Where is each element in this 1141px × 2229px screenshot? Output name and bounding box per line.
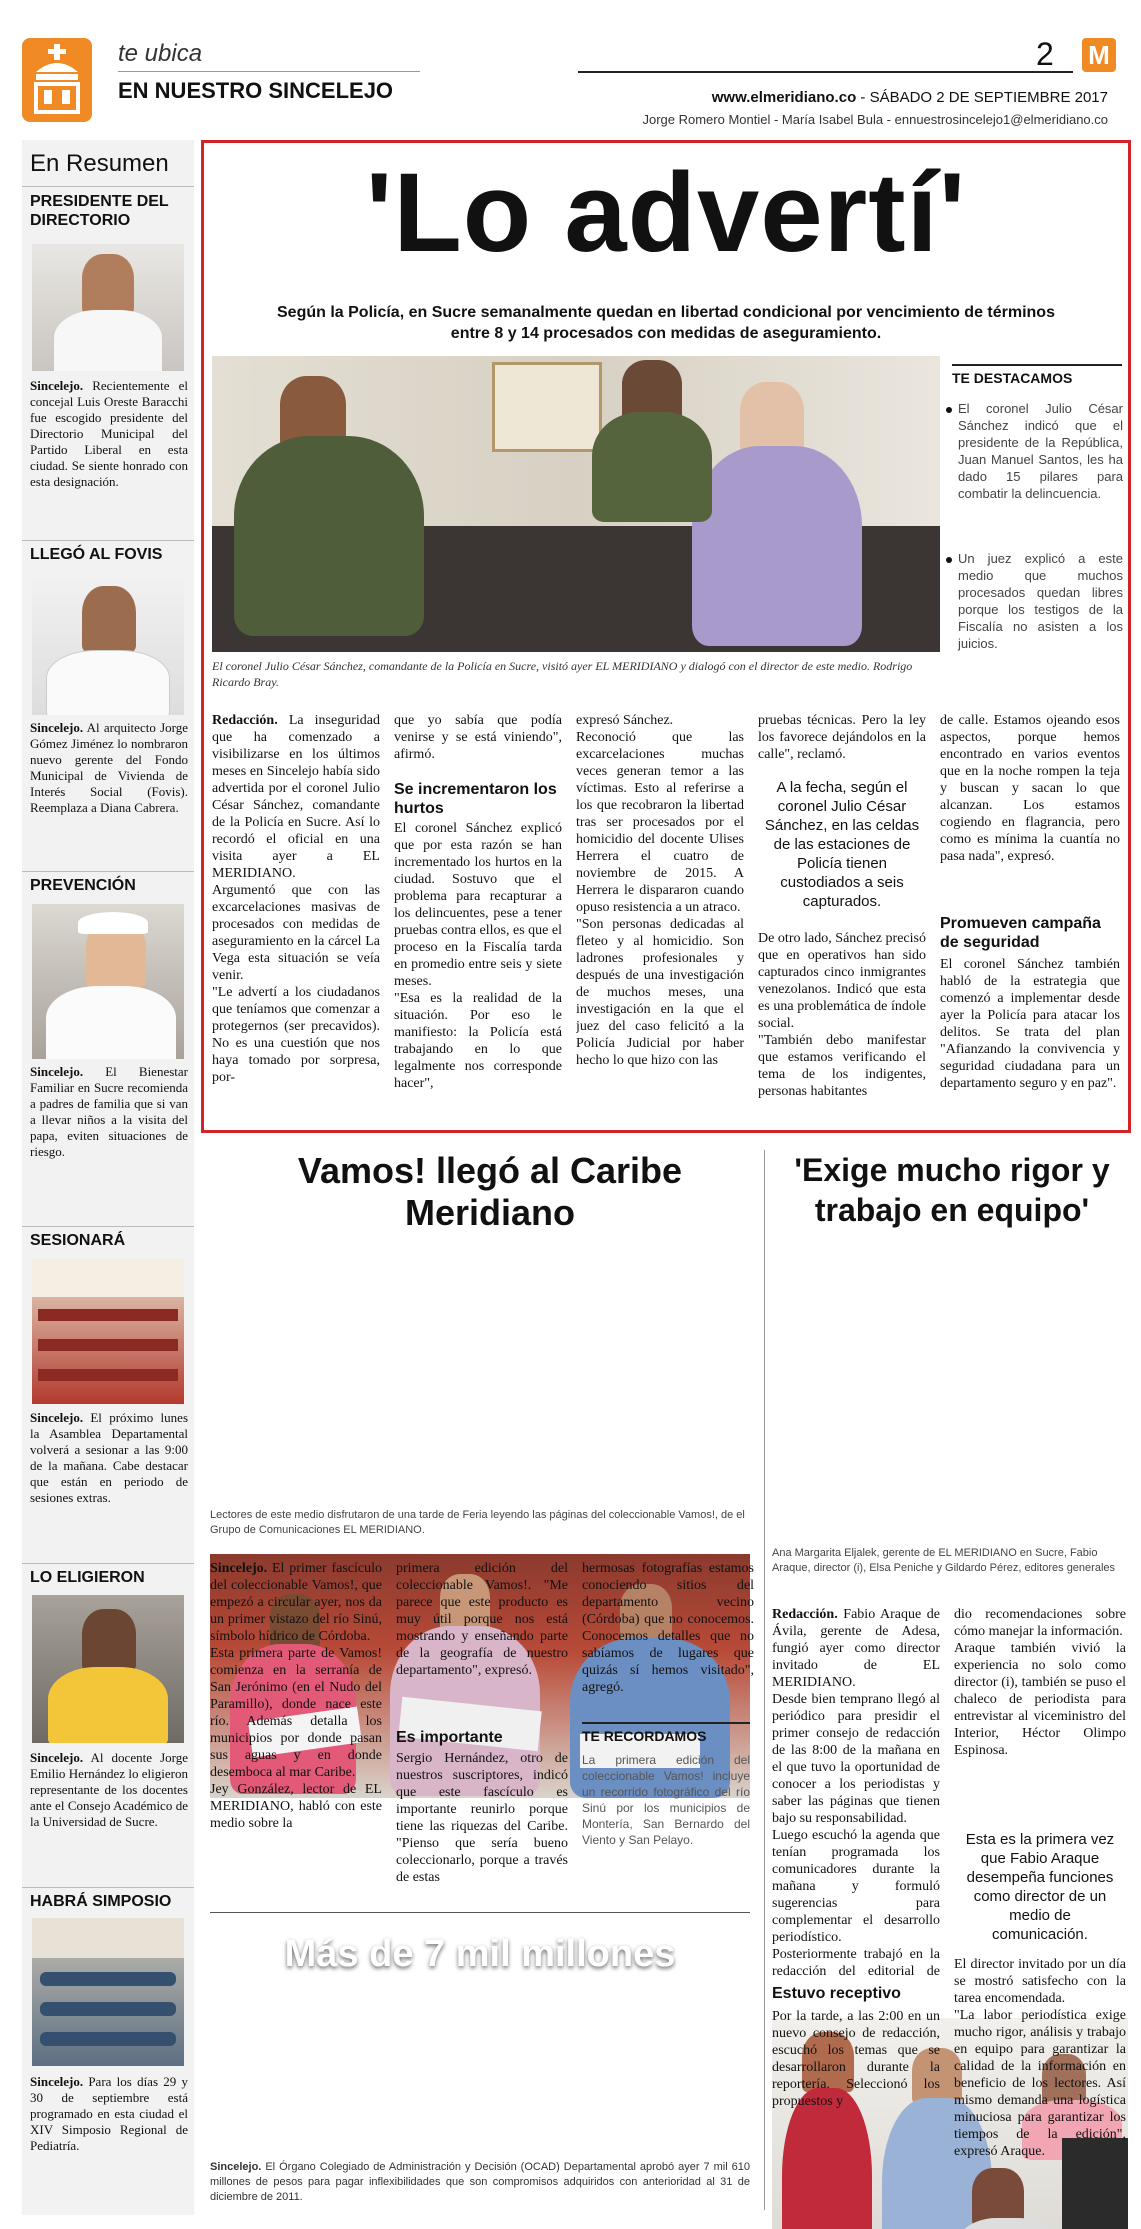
sidebar-text: Sincelejo. Recientemente el concejal Luis Oreste Baracchi fue escogido presidente del Directorio Municipal del Partido Liberal en esta ciudad. Se siente honrado con esta designación. (30, 378, 188, 489)
sidebar-heading: PRESIDENTE DEL DIRECTORIO (30, 193, 169, 229)
lead-photo (212, 356, 940, 652)
column-divider (764, 1150, 765, 2210)
lead-pull-quote: A la fecha, según el coronel Julio César Sánchez, en las celdas de las estaciones de Policía tienen custodiados a seis capturados. (764, 779, 920, 910)
rigor-headline: 'Exige mucho rigor y trabajo en equipo' (794, 1152, 1110, 1228)
sidebar-divider (22, 186, 194, 187)
caribe-photo-caption: Lectores de este medio disfrutaron de una tarde de Feria leyendo las páginas del coleccionable Vamos!, de el Grupo de Comunicaciones EL MERIDIANO. (210, 1509, 745, 1536)
sidebar-divider (22, 1887, 194, 1888)
sidebar-photo-asamblea (32, 1259, 184, 1404)
rigor-column-2b: El director invitado por un día se mostró satisfecho con la tarea encomendada. "La labor periodística exige mucho rigor, análisis y trabajo en equipo para garantizar la calidad de la información en beneficio de los lectores. Así mismo demanda una logística minuciosa para garantizar los tiempos de la edición", expresó Araque. (954, 1957, 1126, 2159)
lead-column-2a: que yo sabía que podía venirse y se está viniendo", afirmó. (394, 713, 562, 762)
lead-column-4a: pruebas técnicas. Pero la ley los favorece dejándolos en la calle", reclamó. (758, 713, 926, 762)
lead-column-5a: de calle. Estamos ojeando esos aspectos, porque hemos encontrado en varios eventos que en la noche rompen la teja y buscan y sacan lo que alcanzan. Los estamos cogiendo en flagrancia, pero como es mínima la cuantía no pasa nada", expresó. (940, 713, 1120, 864)
sidebar-divider (22, 871, 194, 872)
millones-caption: Sincelejo. El Órgano Colegiado de Administración y Decisión (OCAD) Departamental aprobó ayer 7 mil 610 millones de pesos para pagar inflexibilidades que son compromisos adquiridos con anterioridad al 31 de diciembre de 2011. (210, 2161, 750, 2203)
sidebar-photo-pope (32, 904, 184, 1059)
lead-subtitle: Según la Policía, en Sucre semanalmente quedan en libertad condicional por vencimiento de términos entre 8 y 14 procesados con medidas de aseguramiento. (277, 304, 1055, 342)
sidebar-heading: HABRÁ SIMPOSIO (30, 1893, 172, 1910)
lead-photo-caption: El coronel Julio César Sánchez, comandante de la Policía en Sucre, visitó ayer EL MERIDIANO y dialogó con el director de este medio. Rodrigo Ricardo Bray. (212, 659, 913, 689)
sidebar-text: Sincelejo. Para los días 29 y 30 de septiembre está programado en esta ciudad el XIV Simposio Regional de Pediatría. (30, 2074, 188, 2153)
rigor-column-2a: dio recomendaciones sobre cómo manejar la información. Araque también vivió la experiencia no solo como director (i), también se puso el chaleco de periodista para entrevistar al viceministro del Interior, Héctor Olimpo Espinosa. (954, 1607, 1126, 1758)
sidebar-photo-hernandez (32, 1595, 184, 1743)
caribe-column-3: hermosas fotografías estamos conociendo sitios del departamento vecino (Córdoba) que no conocemos. Conocemos detalles que no sabíamos de lugares que quizás sí hemos visitado", agregó. (582, 1561, 754, 1695)
sidebar-heading: PREVENCIÓN (30, 877, 136, 894)
lead-column-2b: El coronel Sánchez explicó que por esta razón se han incrementado los hurtos en la ciudad. Sostuvo que el problema para recapturar a los delincuentes, pese a tener pruebas contra ellos, es que el proceso en la Fiscalía tarda en promedio entre seis y siete meses. "Esa es la realidad de la situación. Por eso le manifiesto: la Policía está trabajando en lo que legalmente nos corresponde hacer", (394, 821, 562, 1091)
section-kicker: te ubica (118, 40, 203, 67)
section-divider (210, 1912, 750, 1913)
sidebar-photo-baracchi (32, 244, 184, 371)
lead-column-4b: De otro lado, Sánchez precisó que en operativos han sido capturados cinco inmigrantes venezolanos. Indicó que esta es una problemática de índole social. "También debo manifestar que estamos verificando el tema de los indigentes, personas habitantes (758, 931, 926, 1099)
sidebar-heading: LO ELIGIERON (30, 1569, 145, 1586)
sidebar-photo-simposio (32, 1918, 184, 2066)
sidebar-photo-gomez (32, 572, 184, 715)
rigor-pull-quote: Esta es la primera vez que Fabio Araque desempeña funciones como director de un medio de comunicación. (965, 1831, 1115, 1943)
header-rule (578, 71, 1073, 73)
section-logo (22, 38, 92, 122)
sidebar-divider (22, 540, 194, 541)
summary-sidebar (22, 140, 194, 2215)
rigor-column-1: Redacción. Fabio Araque de Ávila, gerente de Adesa, fungió ayer como director invitado de EL MERIDIANO. Desde bien temprano llegó al periódico para presidir el primer consejo de redacción de las 8:00 de la mañana en el que tuvo la oportunidad de conocer a los periodistas y saber las páginas que tienen bajo su responsabilidad. Luego escuchó la agenda que tenían programada los comunicadores durante la mañana y formuló sugerencias para complementar el desarrollo periodístico. Posteriormente trabajó en la redacción del editorial de (772, 1607, 940, 1978)
recall-text: La primera edición del coleccionable Vamos! incluye un recorrido fotográfico del río Sinú por los municipios de Montería, San Bernardo del Viento y San Pelayo. (582, 1753, 750, 1847)
millones-headline: Más de 7 mil millones (284, 1933, 676, 1975)
lead-headline: 'Lo advertí' (365, 150, 967, 275)
highlights-heading: TE DESTACAMOS (952, 364, 1122, 386)
sidebar-divider (22, 1563, 194, 1564)
lead-column-3: expresó Sánchez. Reconoció que las excarcelaciones muchas veces generan temor a las víctimas. Esto al referirse a los que recobraron la libertad tras ser procesados por el homicidio del docente Ulises Herrera el cuatro de noviembre de 2015. A Herrera le dispararon cuando opuso resistencia a un atraco. "Son personas dedicadas al fleteo y al homicidio. Son ladrones profesionales y después de una investigación de muchos meses, una investigación en la que el juez del caso felicitó a la Policía Judicial por haber hecho lo que hizo con las (576, 713, 744, 1068)
dateline (600, 89, 1108, 107)
caribe-subhead: Es importante (396, 1729, 503, 1746)
section-divider (118, 71, 420, 72)
lead-column-1: Redacción. La inseguridad que ha comenzado a visibilizarse en los últimos meses en Sincelejo había sido advertida por el coronel Julio César Sánchez, comandante de la Policía en Sucre. Así lo recordó el oficial en una visita ayer a EL MERIDIANO. Argumentó que con las excarcelaciones masivas de procesados con medidas de aseguramiento en la cárcel La Vega esta situación se veía venir. "Le advertí a los ciudadanos que teníamos que comenzar a protegernos (ser precavidos). No es una cuestión que nos haya tomado por sorpresa, por- (212, 713, 380, 1085)
caribe-column-2a: primera edición del coleccionable Vamos!. "Me parece que este producto es muy útil porque nos está mostrando y enseñando parte de la geografía de nuestro departamento", expresó. (396, 1561, 568, 1678)
lead-column-5b: El coronel Sánchez también habló de la estrategia que comenzó a implementar desde ayer la Policía para atacar los delitos. Se trata del plan "Afianzando la convivencia y seguridad ciudadana para un departamento seguro y en paz". (940, 957, 1120, 1091)
church-icon (22, 38, 92, 122)
issue-date: - SÁBADO 2 DE SEPTIEMBRE 2017 (856, 89, 1108, 106)
sidebar-text: Sincelejo. Al docente Jorge Emilio Hernández lo eligieron representante de los docentes ante el Consejo Académico de la Universidad de Sucre. (30, 1750, 188, 1829)
caribe-column-1: Sincelejo. El primer fascículo del coleccionable Vamos!, que empezó a circular ayer, nos da un primer vistazo del río Sinú, símbolo hídrico de Córdoba. Esta primera parte de Vamos! comienza en la serranía de San Jerónimo (en el Nudo del Paramillo), donde nace este río. Además detalla los municipios por donde pasan sus aguas y en donde desemboca al mar Caribe. Jey González, lector de EL MERIDIANO, habló con este medio sobre la (210, 1561, 382, 1831)
caribe-headline: Vamos! llegó al Caribe Meridiano (297, 1150, 683, 1233)
recall-heading: TE RECORDAMOS (582, 1722, 750, 1744)
sidebar-text: Sincelejo. Al arquitecto Jorge Gómez Jiménez lo nombraron nuevo gerente del Fondo Municipal de Vivienda de Interés Social (Fovis). Reemplaza a Diana Cabrera. (30, 720, 188, 815)
sidebar-text: Sincelejo. El próximo lunes la Asamblea Departamental volverá a sesionar a las 9:00 de la mañana. Cabe destacar que están en periodo de sesiones extras. (30, 1410, 188, 1505)
caribe-column-2b: Sergio Hernández, otro de nuestros suscriptores, indicó que este fascículo es importante reunirlo porque tiene las riquezas del Caribe. "Pienso que sería bueno coleccionarlo, porque a través de estas (396, 1751, 568, 1885)
rigor-photo-caption: Ana Margarita Eljalek, gerente de EL MERIDIANO en Sucre, Fabio Araque, director (i), Elsa Peniche y Gildardo Pérez, editores generales (772, 1547, 1116, 1574)
page-number: 2 (1036, 36, 1054, 72)
sidebar-title: En Resumen (30, 150, 169, 177)
sidebar-divider (22, 1226, 194, 1227)
highlight-item: El coronel Julio César Sánchez indicó que el presidente de la República, Juan Manuel Santos, les ha dado 15 pilares para combatir la delincuencia. (958, 401, 1123, 501)
editors-line: Jorge Romero Montiel - María Isabel Bula - ennuestrosincelejo1@elmeridiano.co (642, 112, 1108, 127)
rigor-column-1b: Por la tarde, a las 2:00 en un nuevo consejo de redacción, escuchó los temas que se desarrollaron durante la reportería. Seleccionó los propuestos y (772, 2009, 940, 2109)
sidebar-heading: LLEGÓ AL FOVIS (30, 546, 163, 563)
rigor-subhead: Estuvo receptivo (772, 1985, 901, 2002)
brand-m-icon: M (1082, 38, 1116, 72)
section-name: EN NUESTRO SINCELEJO (118, 78, 394, 103)
lead-subhead-campana: Promueven campaña de seguridad (940, 915, 1101, 951)
highlight-item: Un juez explicó a este medio que muchos procesados quedan libres porque los testigos de la Fiscalía no asisten a los juicios. (958, 551, 1123, 651)
website-link[interactable]: www.elmeridiano.co (711, 89, 857, 106)
sidebar-heading: SESIONARÁ (30, 1232, 126, 1249)
sidebar-text: Sincelejo. El Bienestar Familiar en Sucre recomienda a padres de familia que si van a llevar niños a la visita del papa, eviten situaciones de riesgo. (30, 1064, 188, 1159)
lead-subhead-hurtos: Se incrementaron los hurtos (394, 781, 557, 817)
